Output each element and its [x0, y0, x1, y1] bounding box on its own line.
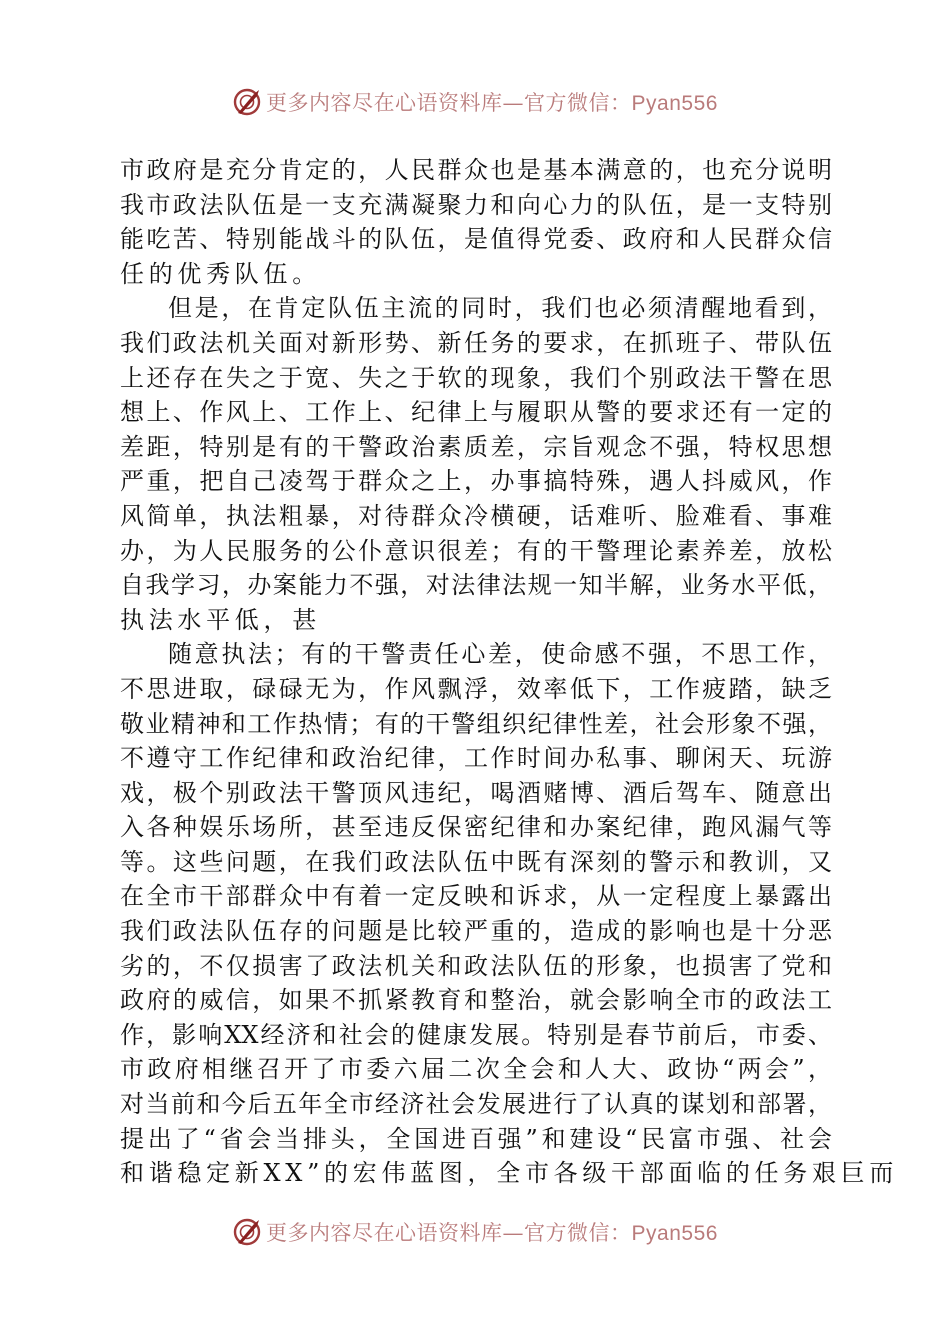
footer-banner-text [266, 1217, 718, 1247]
paragraph [120, 637, 899, 1191]
text-line: 能吃苦、特别能战斗的队伍，是值得党委、政府和人民群众信 [120, 225, 832, 254]
text-line: 在全市干部群众中有着一定反映和诉求，从一定程度上暴露出 [120, 882, 832, 911]
text-line: 敬业精神和工作热情；有的干警组织纪律性差，社会形象不强， [120, 709, 832, 738]
text-line: 任的优秀队伍。 [120, 259, 321, 288]
document-body [120, 153, 899, 1191]
footer-banner-label: 更多内容尽在心语资料库—官方微信： [266, 1221, 632, 1245]
text-line: 严重，把自己凌驾于群众之上，办事搞特殊，遇人抖威风，作 [120, 467, 832, 496]
header-banner-label: 更多内容尽在心语资料库—官方微信： [266, 91, 632, 115]
text-line: 和谐稳定新XX”的宏伟蓝图，全市各级干部面临的任务艰巨而 [120, 1159, 899, 1188]
pen-circle-logo-icon [232, 1217, 262, 1247]
footer-banner-id: Pyan556 [631, 1222, 718, 1245]
text-line: 不遵守工作纪律和政治纪律，工作时间办私事、聊闲天、玩游 [120, 744, 832, 773]
header-banner-id: Pyan556 [631, 92, 718, 115]
text-line: 随意执法；有的干警责任心差，使命感不强，不思工作， [168, 640, 832, 669]
text-line: 想上、作风上、工作上、纪律上与履职从警的要求还有一定的 [120, 398, 832, 427]
paragraph [120, 153, 832, 291]
header-banner [0, 82, 950, 122]
footer-banner [0, 1212, 950, 1252]
text-line: 戏，极个别政法干警顶风违纪，喝酒赌博、酒后驾车、随意出 [120, 778, 832, 807]
text-line: 执法水平低，甚 [120, 605, 321, 634]
text-line: 我们政法机关面对新形势、新任务的要求，在抓班子、带队伍 [120, 328, 832, 357]
text-line: 不思进取，碌碌无为，作风飘浮，效率低下，工作疲踏，缺乏 [120, 674, 832, 703]
text-line: 差距，特别是有的干警政治素质差，宗旨观念不强，特权思想 [120, 432, 832, 461]
text-line: 上还存在失之于宽、失之于软的现象，我们个别政法干警在思 [120, 363, 832, 392]
text-line: 风简单，执法粗暴，对待群众冷横硬，话难听、脸难看、事难 [120, 501, 832, 530]
text-line: 等。这些问题，在我们政法队伍中既有深刻的警示和教训，又 [120, 847, 832, 876]
text-line: 对当前和今后五年全市经济社会发展进行了认真的谋划和部署， [120, 1090, 832, 1119]
text-line: 作，影响XX经济和社会的健康发展。特别是春节前后，市委、 [120, 1020, 832, 1049]
text-line: 但是，在肯定队伍主流的同时，我们也必须清醒地看到， [168, 294, 832, 323]
text-line: 办，为人民服务的公仆意识很差；有的干警理论素养差，放松 [120, 536, 832, 565]
text-line: 市政府相继召开了市委六届二次全会和人大、政协“两会”， [120, 1055, 832, 1084]
header-banner-text [266, 87, 718, 117]
pen-circle-logo-icon [232, 87, 262, 117]
text-line: 我市政法队伍是一支充满凝聚力和向心力的队伍，是一支特别 [120, 190, 832, 219]
text-line: 提出了“省会当排头，全国进百强”和建设“民富市强、社会 [120, 1124, 832, 1153]
paragraph [120, 291, 832, 637]
text-line: 政府的威信，如果不抓紧教育和整治，就会影响全市的政法工 [120, 986, 832, 1015]
text-line: 入各种娱乐场所，甚至违反保密纪律和办案纪律，跑风漏气等 [120, 813, 832, 842]
text-line: 市政府是充分肯定的，人民群众也是基本满意的，也充分说明 [120, 156, 832, 184]
text-line: 我们政法队伍存的问题是比较严重的，造成的影响也是十分恶 [120, 917, 832, 946]
text-line: 自我学习，办案能力不强，对法律法规一知半解，业务水平低， [120, 571, 832, 600]
text-line: 劣的，不仅损害了政法机关和政法队伍的形象，也损害了党和 [120, 951, 832, 980]
